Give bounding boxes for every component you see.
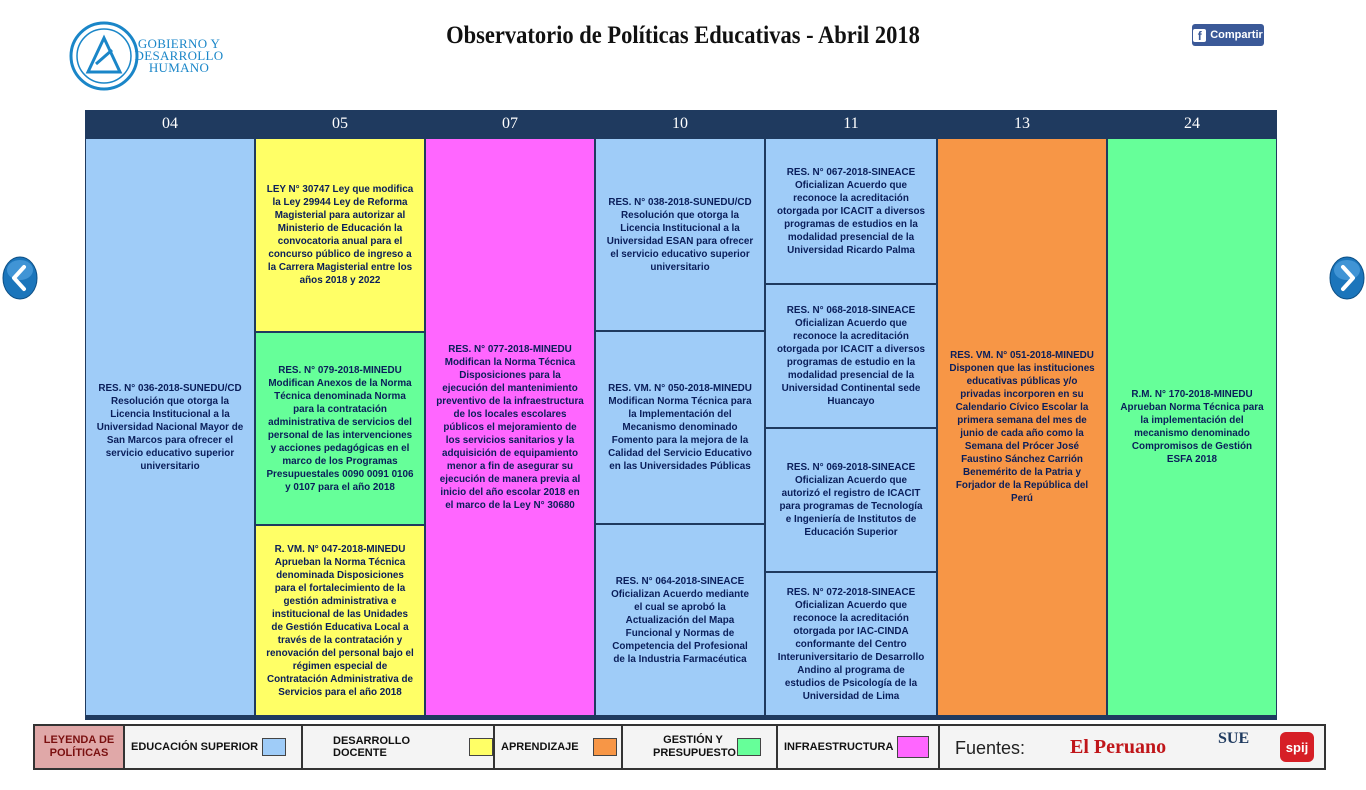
day-header-10: 10 xyxy=(672,115,688,132)
policy-card[interactable]: RES. N° 067-2018-SINEACE Oficializan Acuerdo que reconoce la acreditación otorgada por ICACIT a diversos programas de estudios en la modalidad presencial de la Universidad Ricardo Palma xyxy=(765,138,937,284)
day-header-13: 13 xyxy=(1014,115,1030,132)
legend-label: APRENDIZAJE xyxy=(501,741,579,753)
legend-item-infraestructura xyxy=(778,726,940,768)
facebook-icon: f xyxy=(1193,29,1206,42)
policy-card[interactable]: RES. VM. N° 050-2018-MINEDU Modifican Norma Técnica para la Implementación del Mecanismo denominado Fomento para la mejora de la Calidad del Servicio Educativo en las Universidades Públicas xyxy=(595,331,765,524)
policy-card[interactable]: RES. N° 079-2018-MINEDU Modifican Anexos de la Norma Técnica denominada Norma para la contratación administrativa de servicios del personal de las intervenciones y acciones pedagógicas en el marco de los Programas Presupuestales 0090 0091 0106 y 0107 para el año 2018 xyxy=(255,332,425,525)
sources-label: Fuentes: xyxy=(955,738,1026,758)
legend-bar xyxy=(33,724,1326,770)
sue-logo[interactable]: SUE xyxy=(1218,730,1250,747)
day-header-24: 24 xyxy=(1184,115,1200,132)
policy-card[interactable]: RES. N° 077-2018-MINEDU Modifican la Norma Técnica Disposiciones para la ejecución del mantenimiento preventivo de la infraestructura de los locales escolares públicos el mejoramiento de los servicios sanitarios y la adquisición de equipamiento menor a fin de asegurar su ejecución de manera previa al inicio del año escolar 2018 en el marco de la Ley N° 30680 xyxy=(425,138,595,716)
legend-label: GESTIÓN Y PRESUPUESTO xyxy=(653,734,736,759)
legend-item-aprendizaje xyxy=(495,726,623,768)
legend-label: INFRAESTRUCTURA xyxy=(784,741,894,753)
legend-swatch xyxy=(593,738,617,756)
chevron-right-icon[interactable] xyxy=(1329,256,1365,300)
day-header-05: 05 xyxy=(332,115,348,132)
legend-title: LEYENDA DE POLÍTICAS xyxy=(35,726,125,768)
el-peruano-logo[interactable]: El Peruano xyxy=(1070,736,1167,758)
page-title: Observatorio de Políticas Educativas - Abril 2018 xyxy=(446,22,920,49)
share-button[interactable] xyxy=(1192,24,1264,46)
legend-swatch xyxy=(469,738,493,756)
spij-logo[interactable]: spij xyxy=(1280,732,1314,762)
legend-swatch xyxy=(897,736,929,758)
legend-item-desarrollo-docente xyxy=(303,726,495,768)
policy-card[interactable]: R.M. N° 170-2018-MINEDU Aprueban Norma Técnica para la implementación del mecanismo denominado Compromisos de Gestión ESFA 2018 xyxy=(1107,138,1277,716)
legend-item-gestion-presupuesto xyxy=(623,726,778,768)
chevron-left-icon[interactable] xyxy=(2,256,38,300)
policy-card[interactable]: RES. N° 072-2018-SINEACE Oficializan Acuerdo que reconoce la acreditación otorgada por IAC-CINDA conformante del Centro Interuniversitario de Desarrollo Andino al programa de estudios de Psicología de la Universidad de Lima xyxy=(765,572,937,716)
logo-text: GOBIERNO Y DESARROLLO HUMANO xyxy=(134,36,224,75)
policy-card[interactable]: RES. N° 069-2018-SINEACE Oficializan Acuerdo que autorizó el registro de ICACIT para programas de Tecnología e Ingeniería de Institutos de Educación Superior xyxy=(765,428,937,572)
day-header-04: 04 xyxy=(162,115,178,132)
policy-card[interactable]: RES. N° 064-2018-SINEACE Oficializan Acuerdo mediante el cual se aprobó la Actualización del Mapa Funcional y Normas de Competencia del Profesional de la Industria Farmacéutica xyxy=(595,524,765,716)
policy-card[interactable]: RES. VM. N° 051-2018-MINEDU Disponen que las instituciones educativas públicas y/o privadas incorporen en su Calendario Cívico Escolar la primera semana del mes de junio de cada año como la Semana del Prócer José Faustino Sánchez Carrión Benemérito de la Patria y Forjador de la República del Perú xyxy=(937,138,1107,716)
policy-card[interactable]: RES. N° 068-2018-SINEACE Oficializan Acuerdo que reconoce la acreditación otorgada por ICACIT a diversos programas de estudio en la modalidad presencial de la Universidad Continental sede Huancayo xyxy=(765,284,937,428)
day-header-07: 07 xyxy=(502,115,518,132)
legend-label: DESARROLLO DOCENTE xyxy=(333,735,410,759)
policy-card[interactable]: R. VM. N° 047-2018-MINEDU Aprueban la Norma Técnica denominada Disposiciones para el fortalecimiento de la gestión administrativa e institucional de las Unidades de Gestión Educativa Local a través de la contratación y renovación del personal bajo el régimen especial de Contratación Administrativa de Servicios para el año 2018 xyxy=(255,525,425,716)
policy-card[interactable]: RES. N° 038-2018-SUNEDU/CD Resolución que otorga la Licencia Institucional a la Universidad ESAN para ofrecer el servicio educativo superior universitario xyxy=(595,138,765,331)
policy-card[interactable]: RES. N° 036-2018-SUNEDU/CD Resolución que otorga la Licencia Institucional a la Universidad Nacional Mayor de San Marcos para ofrecer el servicio educativo superior universitario xyxy=(85,138,255,716)
legend-item-educacion-superior xyxy=(125,726,303,768)
share-label: Compartir xyxy=(1210,29,1263,41)
legend-swatch xyxy=(737,738,761,756)
legend-label: EDUCACIÓN SUPERIOR xyxy=(131,741,259,753)
policy-card[interactable]: LEY N° 30747 Ley que modifica la Ley 29944 Ley de Reforma Magisterial para autorizar al Ministerio de Educación la convocatoria anual para el concurso público de ingreso a la Carrera Magisterial entre los años 2018 y 2022 xyxy=(255,138,425,332)
legend-swatch xyxy=(262,738,286,756)
day-header-11: 11 xyxy=(843,115,859,132)
